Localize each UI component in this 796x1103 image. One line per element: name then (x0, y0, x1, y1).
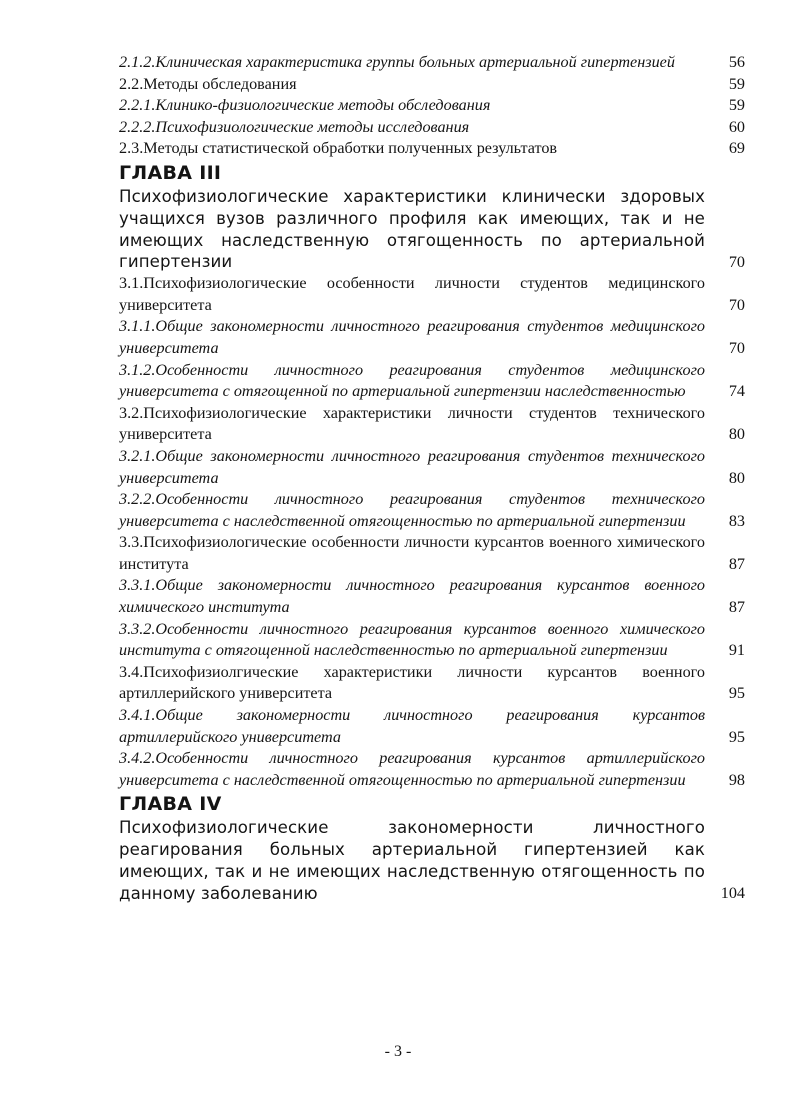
toc-entry-title: Психофизиологические характеристики клинически здоровых учащихся вузов различного профиля как имеющих, так и не имеющих наследственную отягощенность по артериальной гипертензии (119, 186, 705, 272)
toc-entry-page: 70 (728, 295, 745, 314)
toc-entry-page: 59 (728, 96, 745, 115)
chapter-4-heading: ГЛАВА IV (119, 793, 222, 816)
toc-entry-title: 3.3.Психофизиологические особенности личности курсантов военного химического института (119, 533, 705, 573)
toc-entry-title: 2.1.2.Клиническая характеристика группы больных артериальной гипертензией (119, 53, 675, 71)
toc-entry-2-3 (119, 138, 745, 160)
toc-entry-page: 60 (728, 117, 745, 136)
toc-entry-3-4-2 (119, 748, 745, 791)
chapter-3-heading: ГЛАВА III (119, 161, 222, 184)
toc-entry-title: 3.4.Психофизиолгические характеристики личности курсантов военного артиллерийского университета (119, 662, 705, 703)
toc-entry-title: 3.4.1.Общие закономерности личностного реагирования курсантов артиллерийского университета (119, 706, 705, 746)
toc-entry-page: 91 (728, 641, 745, 660)
toc-entry-3-1-1 (119, 316, 745, 359)
toc-entry-page: 80 (728, 468, 745, 487)
toc-entry-title: 2.2.1.Клинико-физиологические методы обследования (119, 96, 491, 115)
toc-entry-title: 3.2.Психофизиологические характеристики личности студентов технического университета (119, 403, 705, 444)
chapter-3-title (119, 186, 745, 273)
toc-entry-page: 95 (728, 727, 745, 746)
toc-entry-page: 87 (728, 598, 745, 617)
toc-entry-title: 3.1.Психофизиологические особенности личности студентов медицинского университета (119, 274, 705, 314)
toc-entry-page: 74 (728, 382, 745, 401)
toc-entry-3-1 (119, 273, 745, 316)
toc-entry-2-2-2 (119, 117, 745, 139)
toc-entry-title: 3.4.2.Особенности личностного реагирования курсантов артиллерийского университета с наследственной отягощенностью по артериальной гипертензии (119, 749, 705, 789)
toc-entry-page: 83 (728, 511, 745, 530)
toc-entry-title: 3.2.1.Общие закономерности личностного реагирования студентов технического университета (119, 446, 705, 487)
toc-entry-page: 98 (728, 770, 745, 789)
toc-entry-page: 56 (728, 53, 745, 71)
toc-entry-title: 2.3.Методы статистической обработки полученных результатов (119, 139, 558, 158)
toc-entry-page: 80 (728, 425, 745, 444)
toc-entry-3-3-2 (119, 619, 745, 662)
toc-entry-title: 3.3.2.Особенности личностного реагирования курсантов военного химического института с отягощенной наследственностью по артериальной гипертензии (119, 619, 705, 660)
toc-entry-title: 3.1.1.Общие закономерности личностного реагирования студентов медицинского университета (119, 317, 705, 357)
table-of-contents (119, 52, 745, 905)
toc-entry-3-3-1 (119, 575, 745, 618)
toc-entry-title: 3.3.1.Общие закономерности личностного реагирования курсантов военного химического института (119, 576, 705, 617)
toc-entry-page: 104 (720, 884, 745, 902)
toc-entry-title: 2.2.Методы обследования (119, 74, 297, 93)
toc-entry-3-2 (119, 403, 745, 446)
toc-entry-page: 70 (728, 252, 745, 271)
toc-entry-2-2-1 (119, 95, 745, 117)
toc-entry-2-1-2 (119, 52, 745, 74)
toc-entry-page: 69 (728, 139, 745, 158)
toc-entry-2-2 (119, 74, 745, 96)
toc-entry-page: 70 (728, 338, 745, 357)
toc-entry-page: 87 (728, 554, 745, 573)
toc-entry-page: 95 (728, 684, 745, 703)
toc-entry-title: 2.2.2.Психофизиологические методы исследования (119, 117, 470, 136)
toc-entry-title: 3.1.2.Особенности личностного реагирования студентов медицинского университета с отягощенной по артериальной гипертензии наследственностью (119, 360, 705, 401)
toc-entry-title: Психофизиологические закономерности личностного реагирования больных артериальной гипертензией как имеющих, так и не имеющих наследственную отягощенность по данному заболеванию (119, 818, 705, 903)
toc-entry-3-3 (119, 532, 745, 575)
toc-entry-3-2-2 (119, 489, 745, 532)
toc-entry-3-2-1 (119, 446, 745, 489)
page-number: - 3 - (384, 1043, 412, 1060)
toc-entry-3-4 (119, 662, 745, 705)
chapter-4-title (119, 817, 745, 904)
toc-entry-3-1-2 (119, 360, 745, 403)
toc-entry-page: 59 (728, 74, 745, 93)
toc-entry-3-4-1 (119, 705, 745, 748)
toc-entry-title: 3.2.2.Особенности личностного реагирования студентов технического университета с наследственной отягощенностью по артериальной гипертензии (119, 490, 705, 530)
